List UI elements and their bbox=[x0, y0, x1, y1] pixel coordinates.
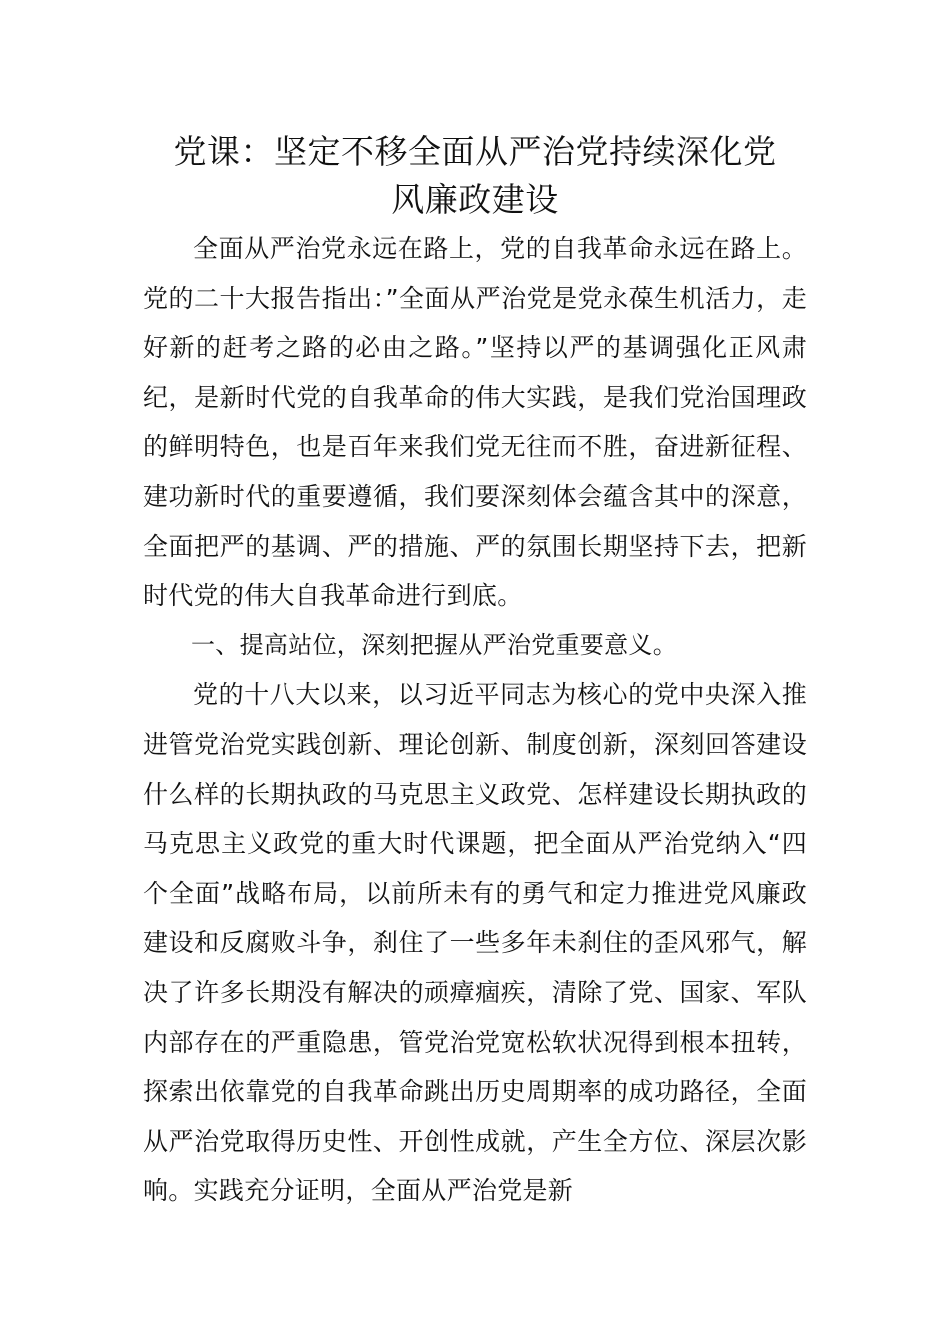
paragraph-section-1: 党的十八大以来，以习近平同志为核心的党中央深入推进管党治党实践创新、理论创新、制度创新，深刻回答建设什么样的长期执政的马克思主义政党、怎样建设长期执政的马克思主义政党的重大时代课题，把全面从严治党纳入“四个全面”战略布局，以前所未有的勇气和定力推进党风廉政建设和反腐败斗争，刹住了一些多年未刹住的歪风邪气，解决了许多长期没有解决的顽瘴痼疾，清除了党、国家、军队内部存在的严重隐患，管党治党宽松软状况得到根本扭转，探索出依靠党的自我革命跳出历史周期率的成功路径，全面从严治党取得历史性、开创性成就，产生全方位、深层次影响。实践充分证明，全面从严治党是新 bbox=[143, 680, 807, 1206]
title-line-1: 党课：坚定不移全面从严治党持续深化党 bbox=[173, 132, 777, 171]
title-line-2: 风廉政建设 bbox=[391, 180, 559, 219]
section-heading-1: 一、提高站位，深刻把握从严治党重要意义。 bbox=[191, 630, 677, 659]
document-title bbox=[143, 128, 807, 224]
paragraph-intro: 全面从严治党永远在路上，党的自我革命永远在路上。党的二十大报告指出：”全面从严治党是党永葆生机活力，走好新的赶考之路的必由之路。”坚持以严的基调强化正风肃纪，是新时代党的自我革命的伟大实践，是我们党治国理政的鲜明特色，也是百年来我们党无往而不胜，奋进新征程、建功新时代的重要遵循，我们要深刻体会蕴含其中的深意，全面把严的基调、严的措施、严的氛围长期坚持下去，把新时代党的伟大自我革命进行到底。 bbox=[143, 234, 807, 611]
document-body bbox=[143, 128, 807, 1216]
